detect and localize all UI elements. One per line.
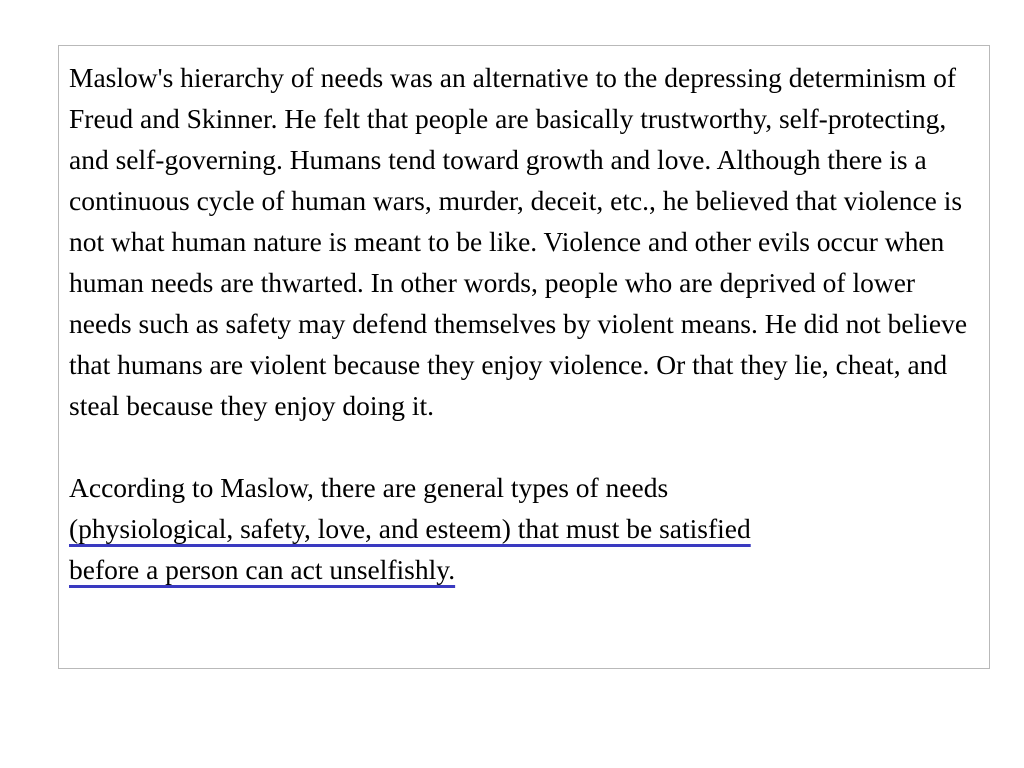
paragraph-2 [69,467,977,590]
paragraph-1: Maslow's hierarchy of needs was an alternative to the depressing determinism of Freud and Skinner. He felt that people are basically trustworthy, self-protecting, and self-governing. Humans tend toward growth and love. Although there is a continuous cycle of human wars, murder, deceit, etc., he believed that violence is not what human nature is meant to be like. Violence and other evils occur when human needs are thwarted. In other words, people who are deprived of lower needs such as safety may defend themselves by violent means. He did not believe that humans are violent because they enjoy violence. Or that they lie, cheat, and steal because they enjoy doing it. [69,62,968,421]
underlined-text-line-2: before a person can act unselfishly. [69,554,456,585]
paragraph-2-plain-text: According to Maslow, there are general types of needs [69,472,669,503]
text-box [58,45,990,669]
underlined-text-line-1: (physiological, safety, love, and esteem) that must be satisfied [69,513,751,544]
